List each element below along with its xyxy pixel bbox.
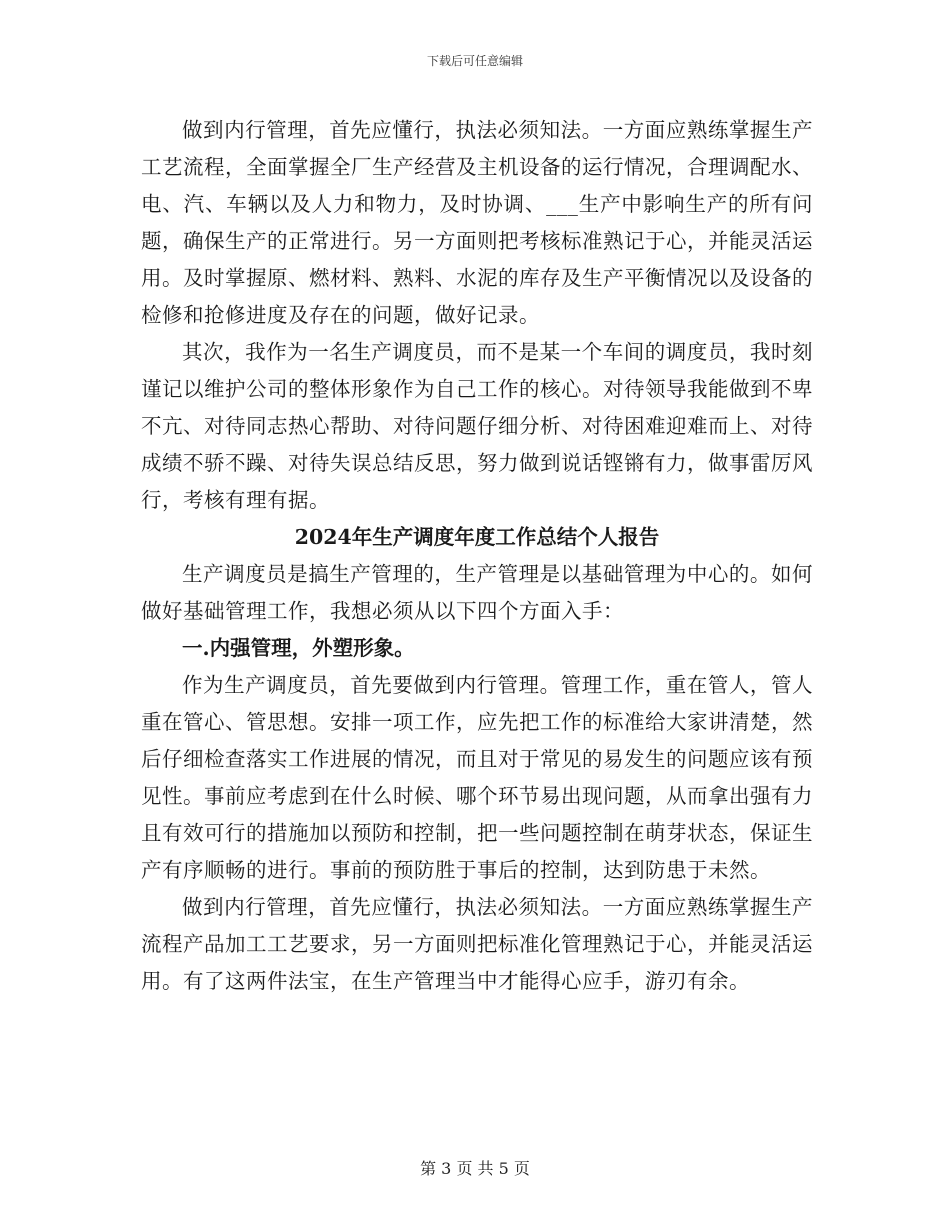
heading-1: 一.内强管理，外塑形象。 [182,636,415,660]
page-header: 下载后可任意编辑 [426,54,523,68]
paragraph-4: 作为生产调度员，首先要做到内行管理。管理工作，重在管人，管人重在管心、管思想。安排一项工作，应先把工作的标准给大家讲清楚，然后仔细检查落实工作进展的情况，而且对于常见的易发生的问题应该有预见性。事前应考虑到在什么时候、哪个环节易出现问题，从而拿出强有力且有效可行的措施加以预防和控制，把一些问题控制在萌芽状态，保证生产有序顺畅的进行。事前的预防胜于事后的控制，达到防患于未然。 [141,673,813,882]
page-footer: 第 3 页 共 5 页 [420,1159,530,1178]
paragraph-3: 生产调度员是搞生产管理的，生产管理是以基础管理为中心的。如何做好基础管理工作，我想必须从以下四个方面入手： [141,562,813,623]
paragraph-5: 做到内行管理，首先应懂行，执法必须知法。一方面应熟练掌握生产流程产品加工工艺要求，另一方面则把标准化管理熟记于心，并能灵活运用。有了这两件法宝，在生产管理当中才能得心应手，游刃有余。 [141,895,813,993]
paragraph-1: 做到内行管理，首先应懂行，执法必须知法。一方面应熟练掌握生产工艺流程，全面掌握全厂生产经营及主机设备的运行情况，合理调配水、电、汽、车辆以及人力和物力，及时协调、___生产中影响生产的所有问题，确保生产的正常进行。另一方面则把考核标准熟记于心，并能灵活运用。及时掌握原、燃材料、熟料、水泥的库存及生产平衡情况以及设备的检修和抢修进度及存在的问题，做好记录。 [141,118,813,327]
document-body [141,112,813,1000]
section-title: 2024年生产调度年度工作总结个人报告 [294,525,660,549]
paragraph-2: 其次，我作为一名生产调度员，而不是某一个车间的调度员，我时刻谨记以维护公司的整体形象作为自己工作的核心。对待领导我能做到不卑不亢、对待同志热心帮助、对待问题仔细分析、对待困难迎难而上、对待成绩不骄不躁、对待失误总结反思，努力做到说话铿锵有力，做事雷厉风行，考核有理有据。 [141,340,813,512]
